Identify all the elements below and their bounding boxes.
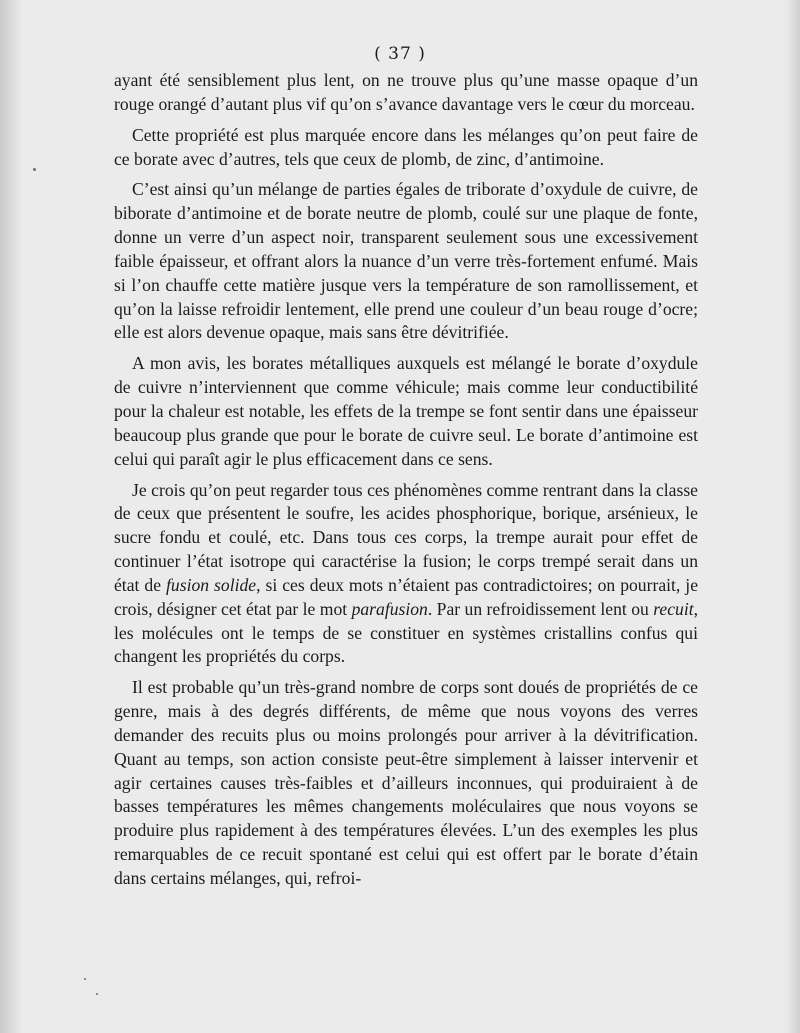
text-segment: . Par un refroidissement lent ou xyxy=(427,598,654,619)
text-segment: Cette propriété est plus marquée encore dans les mélanges qu’on peut faire de ce borate avec d’autres, tels que ceux de plomb, de zinc, d’antimoine. xyxy=(114,124,698,169)
paragraph xyxy=(114,69,698,117)
text-segment: Je crois qu’on peut regarder tous ces phénomènes comme rentrant dans la classe de ceux que présentent le soufre, les acides phosphorique, borique, arsénieux, le sucre fondu et coulé, etc. Dans tous ces corps, la trempe aurait pour effet de continuer l’état isotrope qui caractérise la fusion; le corps trempé serait dans un état de xyxy=(114,479,698,595)
text-segment: A mon avis, les borates métalliques auxquels est mélangé le borate d’oxydule de cuivre n’interviennent que comme véhicule; mais comme leur conductibilité pour la chaleur est notable, les effets de la trempe se font sentir dans une épaisseur beaucoup plus grande que pour le borate de cuivre seul. Le borate d’antimoine est celui qui paraît agir le plus efficacement dans ce sens. xyxy=(114,353,698,469)
paper-speck xyxy=(96,993,98,995)
text-segment: , si ces deux mots n’étaient pas contradictoires; on pourrait, je crois, désigner cet état par le mot xyxy=(114,574,699,619)
paper-speck xyxy=(84,978,86,980)
italic-term: fusion solide xyxy=(166,574,257,595)
paragraph xyxy=(114,479,698,670)
paragraph xyxy=(114,676,698,891)
page-edge-left xyxy=(0,0,22,1033)
body-text xyxy=(114,69,698,898)
italic-term: recuit xyxy=(653,598,694,619)
page-number: ( 37 ) xyxy=(374,44,426,64)
paragraph xyxy=(114,352,698,471)
page-edge-right xyxy=(786,0,800,1033)
paper-speck xyxy=(33,168,36,171)
italic-term: parafusion xyxy=(351,598,428,619)
paragraph xyxy=(114,124,698,172)
text-segment: C’est ainsi qu’un mélange de parties égales de triborate d’oxydule de cuivre, de biborate d’antimoine et de borate neutre de plomb, coulé sur une plaque de fonte, donne un verre d’un aspect noir, transparent seulement sous une excessivement faible épaisseur, et offrant alors la nuance d’un verre très-fortement enfumé. Mais si l’on chauffe cette matière jusque vers la température de son ramollissement, et qu’on la laisse refroidir lentement, elle prend une couleur d’un beau rouge d’ocre; elle est alors devenue opaque, mais sans être dévitrifiée. xyxy=(114,179,698,343)
text-segment: ayant été sensiblement plus lent, on ne trouve plus qu’une masse opaque d’un rouge orangé d’autant plus vif qu’on s’avance davantage vers le cœur du morceau. xyxy=(114,70,698,114)
paragraph xyxy=(114,178,698,345)
text-segment: , les molécules ont le temps de se constituer en systèmes cristallins confus qui changent les propriétés du corps. xyxy=(114,598,699,667)
text-segment: Il est probable qu’un très-grand nombre de corps sont doués de propriétés de ce genre, mais à des degrés différents, de même que nous voyons des verres demander des recuits plus ou moins prolongés pour arriver à la dévitrification. Quant au temps, son action consiste peut-être simplement à laisser intervenir et agir certaines causes très-faibles et d’ailleurs inconnues, qui produiraient à de basses températures les mêmes changements moléculaires que nous voyons se produire plus rapidement à des températures élevées. L’un des exemples les plus remarquables de ce recuit spontané est celui qui est offert par le borate d’étain dans certains mélanges, qui, refroi- xyxy=(114,677,698,888)
